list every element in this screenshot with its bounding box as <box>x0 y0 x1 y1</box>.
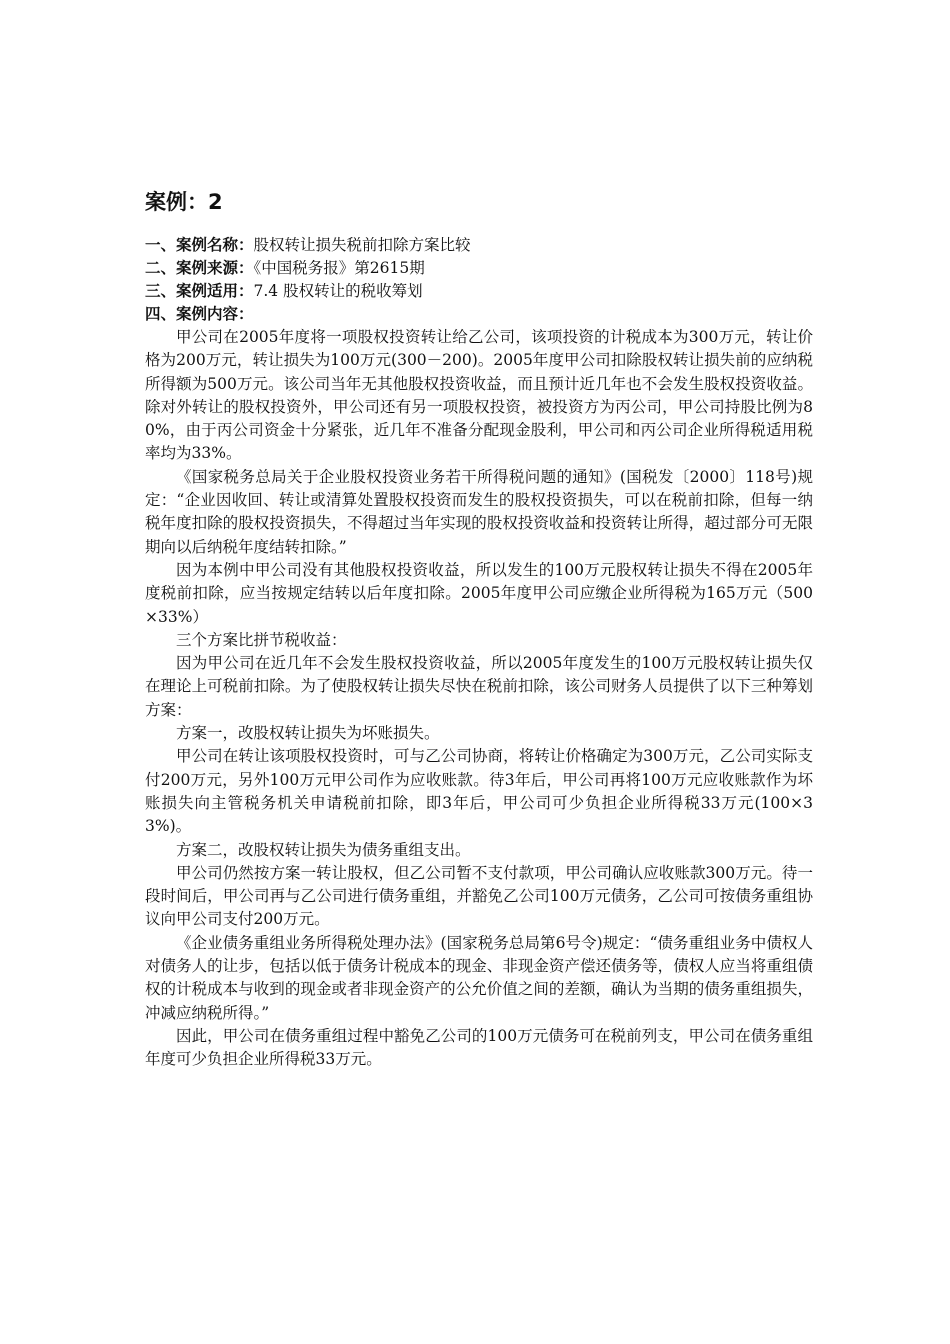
case-name-value: 股权转让损失税前扣除方案比较 <box>253 236 471 254</box>
body-paragraph: 方案一，改股权转让损失为坏账损失。 <box>176 724 440 743</box>
body-paragraph: 方案二，改股权转让损失为债务重组支出。 <box>176 840 471 859</box>
body-paragraph: 三个方案比拼节税收益： <box>176 630 347 649</box>
case-applicable-value: 7.4 股权转让的税收筹划 <box>253 282 423 300</box>
case-content-label: 四、案例内容： <box>145 305 254 323</box>
case-source-line <box>145 257 813 280</box>
body-paragraph: 因为本例中甲公司没有其他股权投资收益，所以发生的100万元股权转让损失不得在2005年度税前扣除，应当按规定结转以后年度扣除。2005年度甲公司应缴企业所得税为165万元（500×33%） <box>145 560 813 626</box>
body-paragraph: 甲公司在2005年度将一项股权投资转让给乙公司，该项投资的计税成本为300万元，转让价格为200万元，转让损失为100万元(300－200)。2005年度甲公司扣除股权转让损失前的应纳税所得额为500万元。该公司当年无其他股权投资收益，而且预计近几年也不会发生股权投资收益。除对外转让的股权投资外，甲公司还有另一项股权投资，被投资方为丙公司，甲公司持股比例为80%，由于丙公司资金十分紧张，近几年不准备分配现金股利，甲公司和丙公司企业所得税适用税率均为33%。 <box>145 328 813 463</box>
case-source-value: 《中国税务报》第2615期 <box>253 259 425 277</box>
body-paragraph: 因为甲公司在近几年不会发生股权投资收益，所以2005年度发生的100万元股权转让损失仅在理论上可税前扣除。为了使股权转让损失尽快在税前扣除，该公司财务人员提供了以下三种筹划方案： <box>145 654 813 719</box>
body-paragraph: 甲公司仍然按方案一转让股权，但乙公司暂不支付款项，甲公司确认应收账款300万元。待一段时间后，甲公司再与乙公司进行债务重组，并豁免乙公司100万元债务，乙公司可按债务重组协议向甲公司支付200万元。 <box>145 863 813 929</box>
document-page <box>145 188 813 1072</box>
case-applicable-line <box>145 280 813 303</box>
body-paragraph: 《企业债务重组业务所得税处理办法》(国家税务总局第6号令)规定：“债务重组业务中债权人对债务人的让步，包括以低于债务计税成本的现金、非现金资产偿还债务等，债权人应当将重组债权的计税成本与收到的现金或者非现金资产的公允价值之间的差额，确认为当期的债务重组损失，冲减应纳税所得。” <box>145 933 813 1022</box>
case-name-line <box>145 234 813 257</box>
case-title: 案例：2 <box>145 190 223 214</box>
case-source-label: 二、案例来源： <box>145 259 254 277</box>
body-paragraph: 甲公司在转让该项股权投资时，可与乙公司协商，将转让价格确定为300万元，乙公司实际支付200万元，另外100万元甲公司作为应收账款。待3年后，甲公司再将100万元应收账款作为坏账损失向主管税务机关申请税前扣除，即3年后，甲公司可少负担企业所得税33万元(100×33%)。 <box>145 747 813 836</box>
body-paragraph: 因此，甲公司在债务重组过程中豁免乙公司的100万元债务可在税前列支，甲公司在债务重组年度可少负担企业所得税33万元。 <box>145 1026 813 1069</box>
case-name-label: 一、案例名称： <box>145 236 254 254</box>
body-paragraph: 《国家税务总局关于企业股权投资业务若干所得税问题的通知》(国税发〔2000〕118号)规定：“企业因收回、转让或清算处置股权投资而发生的股权投资损失，可以在税前扣除，但每一纳税年度扣除的股权投资损失，不得超过当年实现的股权投资收益和投资转让所得，超过部分可无限期向以后纳税年度结转扣除。” <box>145 467 813 556</box>
case-content-line <box>145 303 813 326</box>
case-applicable-label: 三、案例适用： <box>145 282 254 300</box>
